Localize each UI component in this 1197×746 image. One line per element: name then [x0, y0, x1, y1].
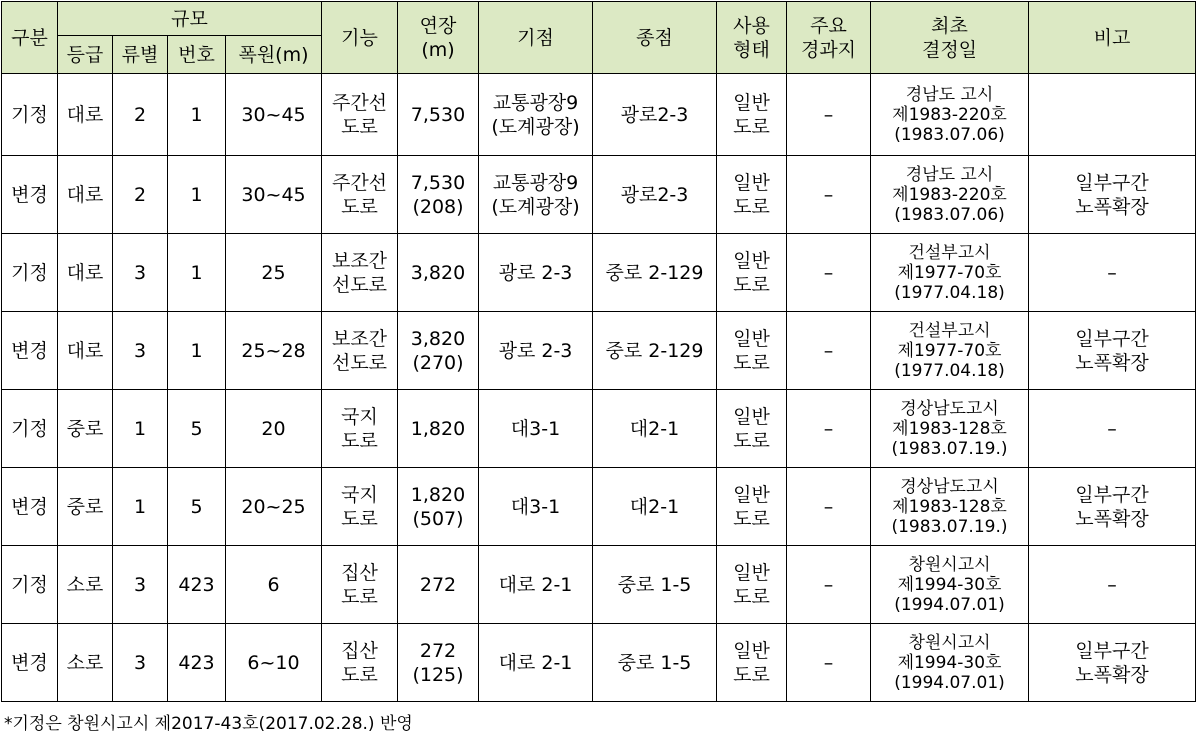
via-cell: – — [787, 234, 871, 312]
number-cell: 5 — [168, 468, 226, 546]
function-cell — [322, 390, 398, 468]
function-cell-line: 도로 — [341, 585, 378, 608]
division-cell: 기정 — [2, 546, 58, 624]
division-cell: 기정 — [2, 390, 58, 468]
usage-cell-line: 일반 — [733, 561, 770, 584]
remarks-cell-line: 노폭확장 — [1075, 507, 1149, 530]
end-cell: 중로 1-5 — [593, 624, 717, 702]
table-row — [2, 390, 1196, 468]
division-cell: 기정 — [2, 234, 58, 312]
header-via: 주요 경과지 — [787, 2, 871, 74]
remarks-cell — [1029, 156, 1196, 234]
decision-cell-line: 제1994-30호 — [897, 574, 1002, 595]
class-cell: 3 — [113, 624, 168, 702]
decision-cell-line: 건설부고시 — [908, 320, 991, 341]
decision-cell-line: (1983.07.19.) — [891, 516, 1008, 537]
header-end: 종점 — [593, 2, 717, 74]
end-cell: 중로 2-129 — [593, 234, 717, 312]
width-cell: 25 — [226, 234, 322, 312]
start-cell-line: 광로 2-3 — [498, 261, 573, 284]
length-cell-line: 272 — [419, 639, 457, 662]
class-cell: 3 — [113, 234, 168, 312]
width-cell: 30~45 — [226, 156, 322, 234]
via-cell: – — [787, 468, 871, 546]
length-cell — [398, 390, 479, 468]
usage-cell-line: 도로 — [733, 429, 770, 452]
table-row — [2, 156, 1196, 234]
header-usage: 사용 형태 — [717, 2, 787, 74]
table-row — [2, 624, 1196, 702]
number-cell: 1 — [168, 312, 226, 390]
start-cell-line: 대로 2-1 — [498, 573, 573, 596]
length-cell-line: (270) — [412, 351, 464, 374]
remarks-cell-line: 일부구간 — [1075, 639, 1149, 662]
usage-cell-line: 일반 — [733, 91, 770, 114]
decision-cell-line: 경남도 고시 — [905, 164, 994, 185]
class-cell: 3 — [113, 312, 168, 390]
decision-cell — [871, 234, 1029, 312]
decision-cell-line: 건설부고시 — [908, 242, 991, 263]
remarks-cell-line: 노폭확장 — [1075, 663, 1149, 686]
decision-cell-line: (1977.04.18) — [894, 282, 1005, 303]
header-function: 기능 — [322, 2, 398, 74]
usage-cell-line: 도로 — [733, 273, 770, 296]
function-cell-line: 집산 — [341, 639, 378, 662]
grade-cell: 중로 — [58, 390, 113, 468]
table-row — [2, 546, 1196, 624]
usage-cell-line: 도로 — [733, 585, 770, 608]
header-scale: 규모 — [58, 2, 322, 36]
remarks-cell-line: 일부구간 — [1075, 327, 1149, 350]
number-cell: 1 — [168, 74, 226, 156]
function-cell-line: 주간선 — [331, 91, 388, 114]
start-cell-line: (도계광장) — [491, 115, 580, 138]
usage-cell-line: 일반 — [733, 483, 770, 506]
header-first-decision: 최초 결정일 — [871, 2, 1029, 74]
road-plan-table — [1, 1, 1196, 702]
decision-cell — [871, 624, 1029, 702]
via-cell: – — [787, 156, 871, 234]
function-cell-line: 도로 — [341, 195, 378, 218]
usage-cell — [717, 468, 787, 546]
decision-cell-line: 제1977-70호 — [897, 262, 1002, 283]
width-cell: 20 — [226, 390, 322, 468]
start-cell — [479, 546, 593, 624]
table-row — [2, 468, 1196, 546]
decision-cell-line: (1983.07.19.) — [891, 438, 1008, 459]
decision-cell-line: 제1983-220호 — [892, 104, 1007, 125]
width-cell: 6~10 — [226, 624, 322, 702]
division-cell: 변경 — [2, 468, 58, 546]
via-cell: – — [787, 312, 871, 390]
class-cell: 3 — [113, 546, 168, 624]
decision-cell-line: (1994.07.01) — [894, 594, 1005, 615]
header-start: 기점 — [479, 2, 593, 74]
decision-cell-line: 제1983-220호 — [892, 184, 1007, 205]
start-cell-line: (도계광장) — [491, 195, 580, 218]
table-row — [2, 234, 1196, 312]
usage-cell-line: 일반 — [733, 405, 770, 428]
decision-cell-line: 창원시고시 — [908, 554, 991, 575]
start-cell — [479, 312, 593, 390]
start-cell-line: 대로 2-1 — [498, 651, 573, 674]
function-cell-line: 국지 — [341, 483, 378, 506]
usage-cell-line: 일반 — [733, 327, 770, 350]
usage-cell — [717, 234, 787, 312]
decision-cell — [871, 468, 1029, 546]
length-cell — [398, 468, 479, 546]
function-cell-line: 보조간 — [331, 327, 388, 350]
decision-cell-line: 제1977-70호 — [897, 340, 1002, 361]
table-row — [2, 312, 1196, 390]
decision-cell — [871, 546, 1029, 624]
grade-cell: 소로 — [58, 624, 113, 702]
decision-cell-line: 창원시고시 — [908, 632, 991, 653]
header-remarks: 비고 — [1029, 2, 1196, 74]
decision-cell — [871, 312, 1029, 390]
division-cell: 변경 — [2, 156, 58, 234]
remarks-cell — [1029, 390, 1196, 468]
length-cell — [398, 624, 479, 702]
length-cell — [398, 312, 479, 390]
usage-cell — [717, 74, 787, 156]
remarks-cell — [1029, 624, 1196, 702]
grade-cell: 대로 — [58, 74, 113, 156]
number-cell: 423 — [168, 624, 226, 702]
grade-cell: 중로 — [58, 468, 113, 546]
start-cell — [479, 468, 593, 546]
function-cell — [322, 312, 398, 390]
start-cell — [479, 234, 593, 312]
usage-cell-line: 도로 — [733, 115, 770, 138]
header-grade: 등급 — [58, 36, 113, 74]
remarks-cell — [1029, 312, 1196, 390]
division-cell: 변경 — [2, 312, 58, 390]
function-cell-line: 도로 — [341, 429, 378, 452]
remarks-cell-line: – — [1107, 261, 1117, 284]
remarks-cell-line: – — [1107, 573, 1117, 596]
function-cell-line: 선도로 — [331, 351, 388, 374]
remarks-cell — [1029, 546, 1196, 624]
start-cell — [479, 624, 593, 702]
class-cell: 1 — [113, 390, 168, 468]
class-cell: 2 — [113, 156, 168, 234]
function-cell-line: 주간선 — [331, 171, 388, 194]
header-class: 류별 — [113, 36, 168, 74]
end-cell: 대2-1 — [593, 468, 717, 546]
decision-cell-line: 제1983-128호 — [892, 418, 1007, 439]
length-cell-line: 1,820 — [410, 417, 466, 440]
remarks-cell — [1029, 468, 1196, 546]
usage-cell-line: 도로 — [733, 351, 770, 374]
function-cell — [322, 546, 398, 624]
function-cell-line: 도로 — [341, 663, 378, 686]
decision-cell-line: (1983.07.06) — [894, 124, 1005, 145]
function-cell-line: 도로 — [341, 115, 378, 138]
table-row — [2, 74, 1196, 156]
length-cell-line: 1,820 — [410, 483, 466, 506]
number-cell: 5 — [168, 390, 226, 468]
grade-cell: 대로 — [58, 312, 113, 390]
table-body — [2, 74, 1196, 702]
width-cell: 20~25 — [226, 468, 322, 546]
start-cell-line: 광로 2-3 — [498, 339, 573, 362]
header-division: 구분 — [2, 2, 58, 74]
remarks-cell — [1029, 74, 1196, 156]
width-cell: 30~45 — [226, 74, 322, 156]
usage-cell — [717, 624, 787, 702]
function-cell — [322, 624, 398, 702]
length-cell-line: 3,820 — [410, 327, 466, 350]
remarks-cell-line: 노폭확장 — [1075, 195, 1149, 218]
usage-cell-line: 일반 — [733, 639, 770, 662]
usage-cell-line: 도로 — [733, 663, 770, 686]
usage-cell — [717, 156, 787, 234]
usage-cell — [717, 312, 787, 390]
function-cell-line: 국지 — [341, 405, 378, 428]
road-plan-table-container — [1, 1, 1196, 702]
header-length: 연장 (m) — [398, 2, 479, 74]
function-cell — [322, 234, 398, 312]
length-cell — [398, 234, 479, 312]
usage-cell-line: 도로 — [733, 195, 770, 218]
table-header — [2, 2, 1196, 74]
decision-cell-line: 경상남도고시 — [900, 398, 999, 419]
footnote: *기정은 창원시고시 제2017-43호(2017.02.28.) 반영 — [4, 714, 413, 734]
end-cell: 중로 2-129 — [593, 312, 717, 390]
usage-cell-line: 일반 — [733, 249, 770, 272]
start-cell — [479, 74, 593, 156]
remarks-cell-line: 일부구간 — [1075, 483, 1149, 506]
function-cell — [322, 74, 398, 156]
start-cell-line: 교통광장9 — [492, 171, 579, 194]
decision-cell-line: (1983.07.06) — [894, 204, 1005, 225]
start-cell — [479, 156, 593, 234]
decision-cell-line: 제1983-128호 — [892, 496, 1007, 517]
decision-cell-line: (1994.07.01) — [894, 672, 1005, 693]
number-cell: 1 — [168, 156, 226, 234]
length-cell — [398, 74, 479, 156]
end-cell: 광로2-3 — [593, 156, 717, 234]
remarks-cell-line: 일부구간 — [1075, 171, 1149, 194]
usage-cell-line: 도로 — [733, 507, 770, 530]
number-cell: 423 — [168, 546, 226, 624]
length-cell — [398, 546, 479, 624]
start-cell-line: 대3-1 — [510, 417, 561, 440]
decision-cell-line: (1977.04.18) — [894, 360, 1005, 381]
function-cell — [322, 468, 398, 546]
division-cell: 변경 — [2, 624, 58, 702]
class-cell: 1 — [113, 468, 168, 546]
decision-cell — [871, 74, 1029, 156]
length-cell-line: (125) — [412, 663, 464, 686]
grade-cell: 대로 — [58, 156, 113, 234]
via-cell: – — [787, 390, 871, 468]
remarks-cell-line: 노폭확장 — [1075, 351, 1149, 374]
function-cell-line: 보조간 — [331, 249, 388, 272]
usage-cell — [717, 546, 787, 624]
start-cell — [479, 390, 593, 468]
class-cell: 2 — [113, 74, 168, 156]
via-cell: – — [787, 546, 871, 624]
decision-cell — [871, 390, 1029, 468]
start-cell-line: 교통광장9 — [492, 91, 579, 114]
remarks-cell-line: – — [1107, 417, 1117, 440]
decision-cell-line: 경상남도고시 — [900, 476, 999, 497]
end-cell: 광로2-3 — [593, 74, 717, 156]
length-cell-line: 7,530 — [410, 103, 466, 126]
grade-cell: 소로 — [58, 546, 113, 624]
grade-cell: 대로 — [58, 234, 113, 312]
decision-cell-line: 경남도 고시 — [905, 84, 994, 105]
via-cell: – — [787, 74, 871, 156]
length-cell-line: 3,820 — [410, 261, 466, 284]
division-cell: 기정 — [2, 74, 58, 156]
width-cell: 25~28 — [226, 312, 322, 390]
length-cell — [398, 156, 479, 234]
remarks-cell — [1029, 234, 1196, 312]
via-cell: – — [787, 624, 871, 702]
start-cell-line: 대3-1 — [510, 495, 561, 518]
length-cell-line: 7,530 — [410, 171, 466, 194]
length-cell-line: (507) — [412, 507, 464, 530]
function-cell-line: 도로 — [341, 507, 378, 530]
usage-cell-line: 일반 — [733, 171, 770, 194]
header-number: 번호 — [168, 36, 226, 74]
header-width: 폭원(m) — [226, 36, 322, 74]
function-cell-line: 선도로 — [331, 273, 388, 296]
function-cell — [322, 156, 398, 234]
end-cell: 중로 1-5 — [593, 546, 717, 624]
decision-cell — [871, 156, 1029, 234]
end-cell: 대2-1 — [593, 390, 717, 468]
usage-cell — [717, 390, 787, 468]
length-cell-line: 272 — [419, 573, 457, 596]
number-cell: 1 — [168, 234, 226, 312]
width-cell: 6 — [226, 546, 322, 624]
decision-cell-line: 제1994-30호 — [897, 652, 1002, 673]
function-cell-line: 집산 — [341, 561, 378, 584]
length-cell-line: (208) — [412, 195, 464, 218]
